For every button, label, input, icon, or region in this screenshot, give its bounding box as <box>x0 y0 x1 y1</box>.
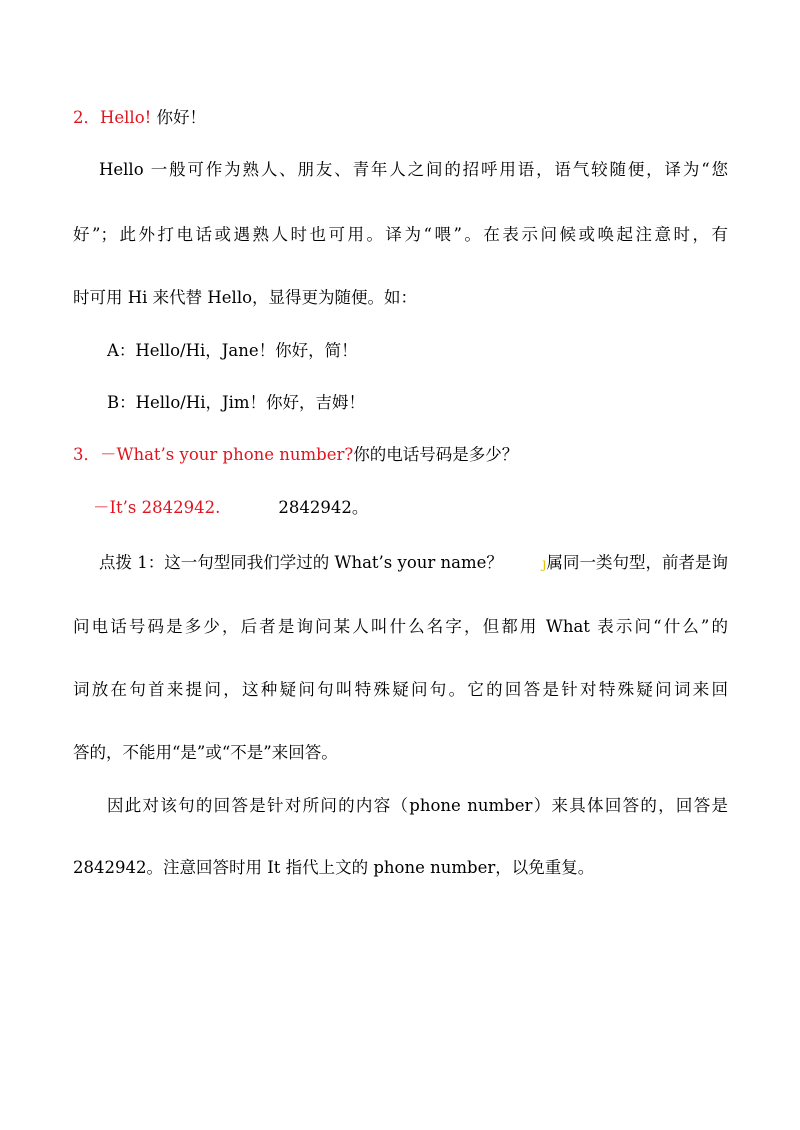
section-3-answer-number: 2842942。 <box>278 498 369 517</box>
tip-line-1 <box>99 553 728 574</box>
tip-line-4: 答的，不能用“是”或“不是”来回答。 <box>73 743 338 762</box>
section-2-heading-chinese: 你好！ <box>156 108 207 127</box>
dialog-line-a: A：Hello/Hi，Jane！你好，简！ <box>107 341 358 360</box>
hello-explanation-line-1: Hello 一般可作为熟人、朋友、青年人之间的招呼用语，语气较随便，译为“您 <box>99 160 728 179</box>
hello-explanation-line-3: 时可用 Hi 来代替 Hello，显得更为随便。如： <box>73 288 418 307</box>
section-3-answer <box>93 498 368 518</box>
tip-line-1-part-b-text: 属同一类句型，前者是询 <box>546 553 728 572</box>
tip-line-3: 词放在句首来提问，这种疑问句叫特殊疑问句。它的回答是针对特殊疑问词来回 <box>73 680 728 699</box>
dialog-line-b: B：Hello/Hi，Jim！你好，吉姆！ <box>107 393 366 412</box>
section-3-question-english: 3．－What’s your phone number? <box>73 445 354 464</box>
section-3-question <box>73 445 518 465</box>
tip-line-2: 问电话号码是多少，后者是询问某人叫什么名字，但都用 What 表示问“什么”的 <box>73 617 728 636</box>
pen-mark-icon: ȷ <box>542 556 547 572</box>
section-2-heading-english: 2．Hello! <box>73 108 152 127</box>
hello-explanation-line-2: 好”；此外打电话或遇熟人时也可用。译为“喂”。在表示问候或唤起注意时，有 <box>73 225 728 244</box>
section-3-answer-english: －It’s 2842942. <box>93 498 221 517</box>
tip-line-1-part-a: 点拨 1：这一句型同我们学过的 What’s your name？ <box>99 553 503 572</box>
section-3-question-chinese: 你的电话号码是多少？ <box>353 445 519 464</box>
note-line-1: 因此对该句的回答是针对所问的内容（phone number）来具体回答的，回答是 <box>107 796 728 815</box>
section-2-heading <box>73 108 206 128</box>
note-line-2: 2842942。注意回答时用 It 指代上文的 phone number，以免重复。 <box>73 858 595 877</box>
tip-line-1-part-b <box>542 553 728 574</box>
